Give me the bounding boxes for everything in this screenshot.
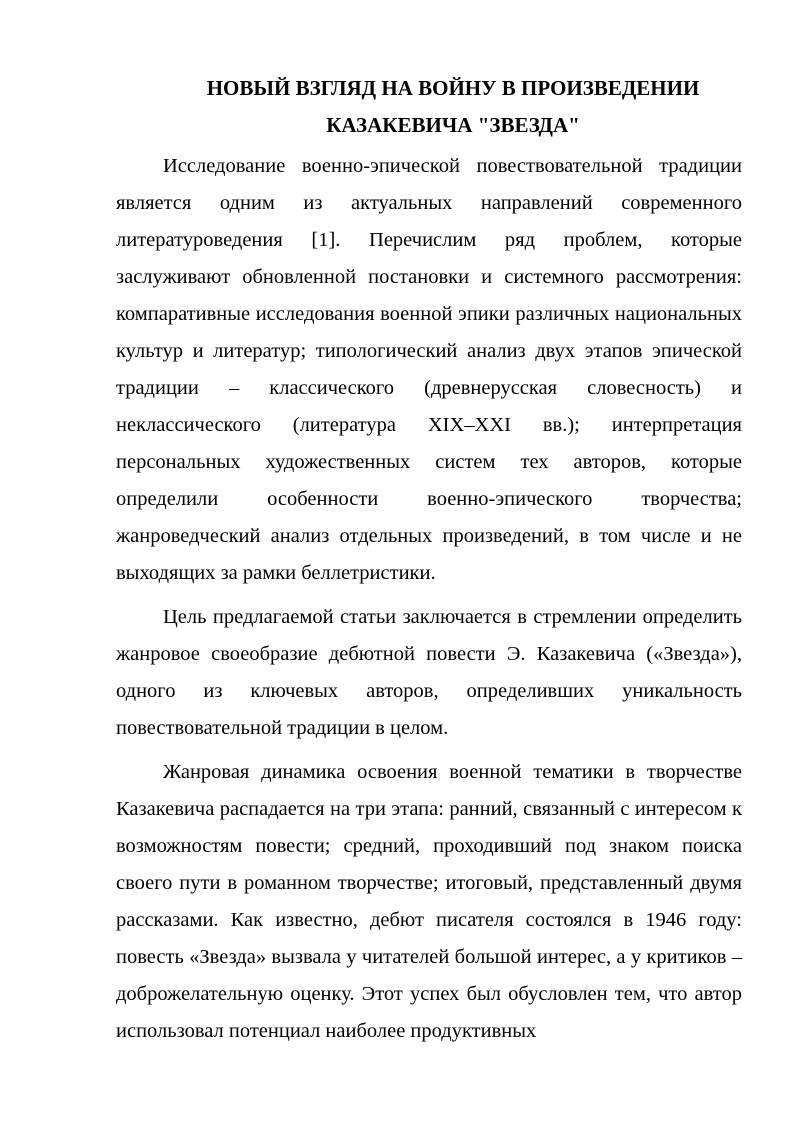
document-title bbox=[116, 70, 742, 144]
document-page bbox=[116, 70, 742, 1057]
paragraph-3: Жанровая динамика освоения военной тематики в творчестве Казакевича распадается на три этапа: ранний, связанный с интересом к возможностям повести; средний, проходивший под знаком поиска своего пути в романном творчестве; итоговый, представленный двумя рассказами. Как известно, дебют писателя состоялся в 1946 году: повесть «Звезда» вызвала у читателей большой интерес, а у критиков – доброжелательную оценку. Этот успех был обусловлен тем, что автор использовал потенциал наиболее продуктивных bbox=[116, 761, 742, 1042]
paragraph-2: Цель предлагаемой статьи заключается в стремлении определить жанровое своеобразие дебютной повести Э. Казакевича («Звезда»), одного из ключевых авторов, определивших уникальность повествовательной традиции в целом. bbox=[116, 606, 742, 739]
title-line-2: КАЗАКЕВИЧА "ЗВЕЗДА" bbox=[326, 113, 580, 137]
paragraph-1: Исследование военно-эпической повествовательной традиции является одним из актуальных направлений современного литературоведения [1]. Перечислим ряд проблем, которые заслуживают обновленной постановки и системного рассмотрения: компаративные исследования военной эпики различных национальных культур и литератур; типологический анализ двух этапов эпической традиции – классического (древнерусская словесность) и неклассического (литература XIX–XXI вв.); интерпретация персональных художественных систем тех авторов, которые определили особенности военно-эпического творчества; жанроведческий анализ отдельных произведений, в том числе и не выходящих за рамки беллетристики. bbox=[116, 155, 742, 584]
title-line-1: НОВЫЙ ВЗГЛЯД НА ВОЙНУ В ПРОИЗВЕДЕНИИ bbox=[206, 76, 700, 100]
